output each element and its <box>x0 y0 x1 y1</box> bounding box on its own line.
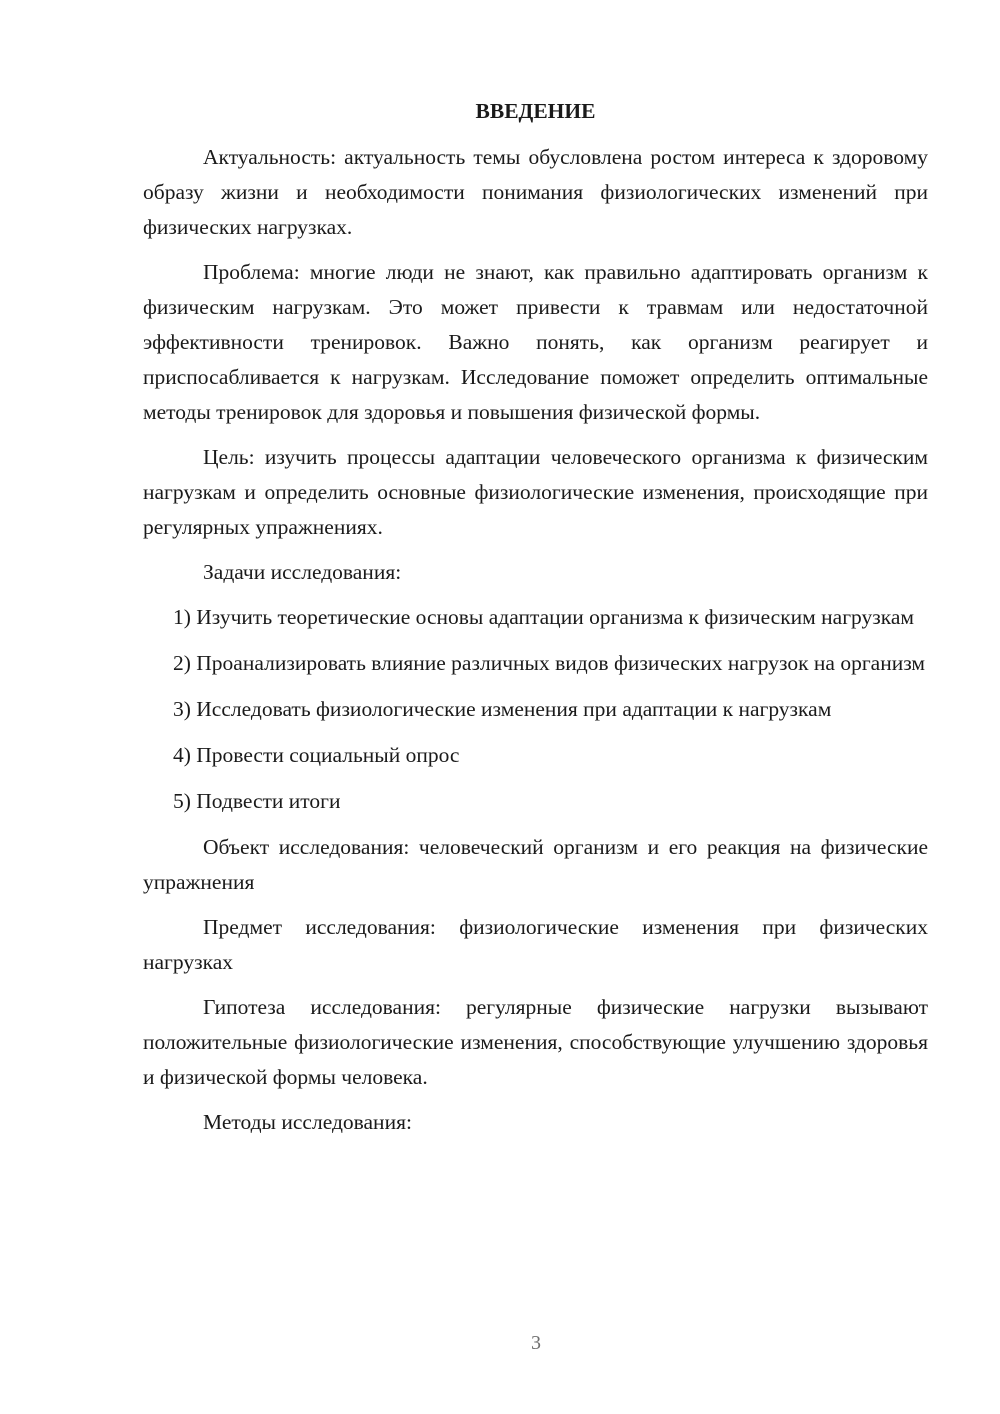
list-item: 1) Изучить теоретические основы адаптации организма к физическим нагрузкам <box>173 605 914 629</box>
methods-heading: Методы исследования: <box>203 1110 412 1134</box>
section-title: ВВЕДЕНИЕ <box>475 99 596 123</box>
hypothesis-paragraph: Гипотеза исследования: регулярные физические нагрузки вызывают положительные физиологические изменения, способствующие улучшению здоровья и физической формы человека. <box>143 995 928 1089</box>
tasks-list <box>143 600 928 819</box>
page-number: 3 <box>531 1332 541 1354</box>
subject-paragraph: Предмет исследования: физиологические изменения при физических нагрузках <box>143 915 928 974</box>
list-item: 3) Исследовать физиологические изменения при адаптации к нагрузкам <box>173 697 832 721</box>
list-item: 4) Провести социальный опрос <box>173 743 460 767</box>
document-page <box>143 92 928 1150</box>
relevance-paragraph: Актуальность: актуальность темы обусловлена ростом интереса к здоровому образу жизни и необходимости понимания физиологических изменений при физических нагрузках. <box>143 145 928 239</box>
goal-paragraph: Цель: изучить процессы адаптации человеческого организма к физическим нагрузкам и определить основные физиологические изменения, происходящие при регулярных упражнениях. <box>143 445 928 539</box>
problem-paragraph: Проблема: многие люди не знают, как правильно адаптировать организм к физическим нагрузкам. Это может привести к травмам или недостаточной эффективности тренировок. Важно понять, как организм реагирует и приспосабливается к нагрузкам. Исследование поможет определить оптимальные методы тренировок для здоровья и повышения физической формы. <box>143 260 928 424</box>
object-paragraph: Объект исследования: человеческий организм и его реакция на физические упражнения <box>143 835 928 894</box>
list-item: 5) Подвести итоги <box>173 789 341 813</box>
tasks-heading: Задачи исследования: <box>203 560 402 584</box>
list-item: 2) Проанализировать влияние различных видов физических нагрузок на организм <box>173 651 926 675</box>
